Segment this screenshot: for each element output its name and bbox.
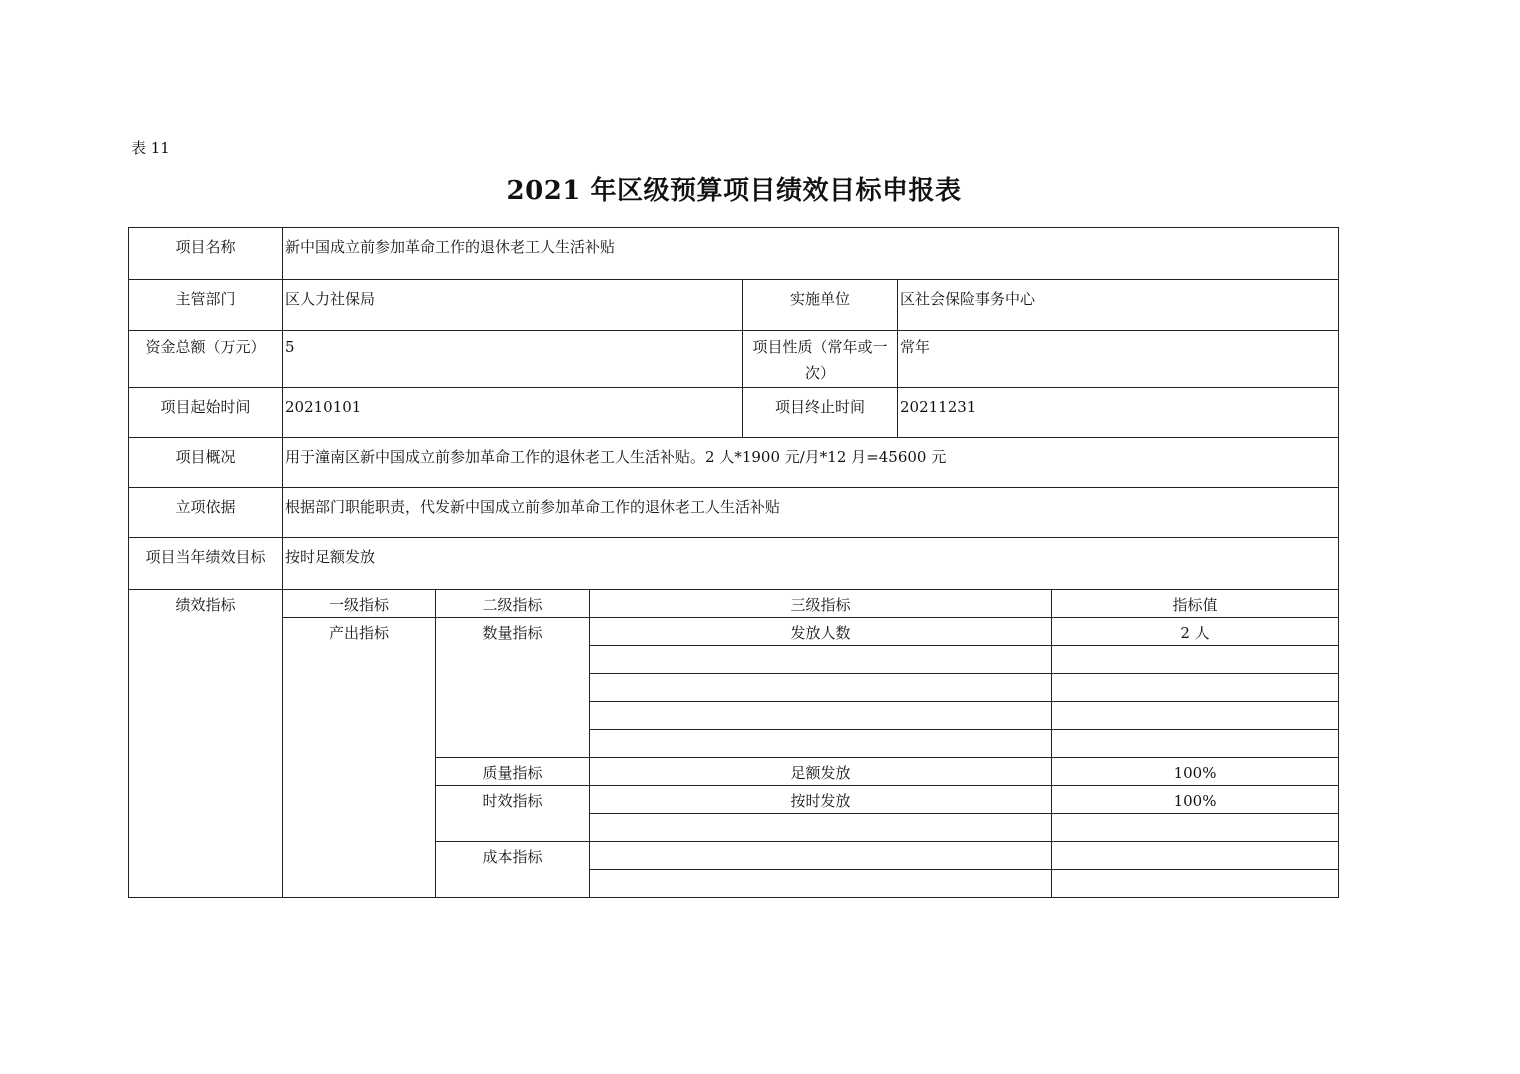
form-title: 2021 年区级预算项目绩效目标申报表 (506, 176, 962, 206)
end-label: 项目终止时间 (743, 388, 898, 438)
value-cell (1052, 842, 1339, 870)
header-level1: 一级指标 (283, 590, 436, 618)
value-cell (1052, 674, 1339, 702)
basis-label: 立项依据 (129, 488, 283, 538)
value-cell (1052, 814, 1339, 842)
basis-value: 根据部门职能职责，代发新中国成立前参加革命工作的退休老工人生活补贴 (283, 488, 1339, 538)
level3-cell: 按时发放 (590, 786, 1052, 814)
level3-cell (590, 646, 1052, 674)
basis-row (129, 488, 1339, 538)
level3-cell (590, 702, 1052, 730)
project-name-label: 项目名称 (129, 228, 283, 280)
level3-cell (590, 814, 1052, 842)
department-row (129, 280, 1339, 331)
header-level3: 三级指标 (590, 590, 1052, 618)
header-value: 指标值 (1052, 590, 1339, 618)
project-name-value: 新中国成立前参加革命工作的退休老工人生活补贴 (283, 228, 1339, 280)
level3-cell (590, 870, 1052, 898)
impl-label: 实施单位 (743, 280, 898, 331)
overview-row (129, 438, 1339, 488)
level2-quality: 质量指标 (436, 758, 590, 786)
project-name-row (129, 228, 1339, 280)
table-number: 表 11 (131, 139, 170, 157)
indicators-label: 绩效指标 (129, 590, 283, 898)
nature-label: 项目性质（常年或一次） (743, 331, 898, 388)
end-value: 20211231 (898, 388, 1339, 438)
level3-cell (590, 842, 1052, 870)
goal-label: 项目当年绩效目标 (129, 538, 283, 590)
level3-cell: 发放人数 (590, 618, 1052, 646)
start-value: 20210101 (283, 388, 743, 438)
fund-row (129, 331, 1339, 388)
dept-label: 主管部门 (129, 280, 283, 331)
overview-value: 用于潼南区新中国成立前参加革命工作的退休老工人生活补贴。2 人*1900 元/月*12 月=45600 元 (283, 438, 1339, 488)
fund-label: 资金总额（万元） (129, 331, 283, 388)
value-cell: 2 人 (1052, 618, 1339, 646)
nature-value: 常年 (898, 331, 1339, 388)
goal-row (129, 538, 1339, 590)
indicator-row (129, 618, 1339, 646)
value-cell: 100% (1052, 786, 1339, 814)
value-cell (1052, 702, 1339, 730)
performance-target-form (128, 227, 1339, 898)
header-level2: 二级指标 (436, 590, 590, 618)
value-cell (1052, 730, 1339, 758)
overview-label: 项目概况 (129, 438, 283, 488)
dept-value: 区人力社保局 (283, 280, 743, 331)
start-label: 项目起始时间 (129, 388, 283, 438)
goal-value: 按时足额发放 (283, 538, 1339, 590)
indicator-header-row (129, 590, 1339, 618)
level3-cell (590, 730, 1052, 758)
impl-value: 区社会保险事务中心 (898, 280, 1339, 331)
level3-cell: 足额发放 (590, 758, 1052, 786)
value-cell: 100% (1052, 758, 1339, 786)
level2-cost: 成本指标 (436, 842, 590, 898)
time-row (129, 388, 1339, 438)
value-cell (1052, 870, 1339, 898)
level2-timeliness: 时效指标 (436, 786, 590, 842)
level2-quantity: 数量指标 (436, 618, 590, 758)
level3-cell (590, 674, 1052, 702)
value-cell (1052, 646, 1339, 674)
fund-value: 5 (283, 331, 743, 388)
level1-output: 产出指标 (283, 618, 436, 898)
